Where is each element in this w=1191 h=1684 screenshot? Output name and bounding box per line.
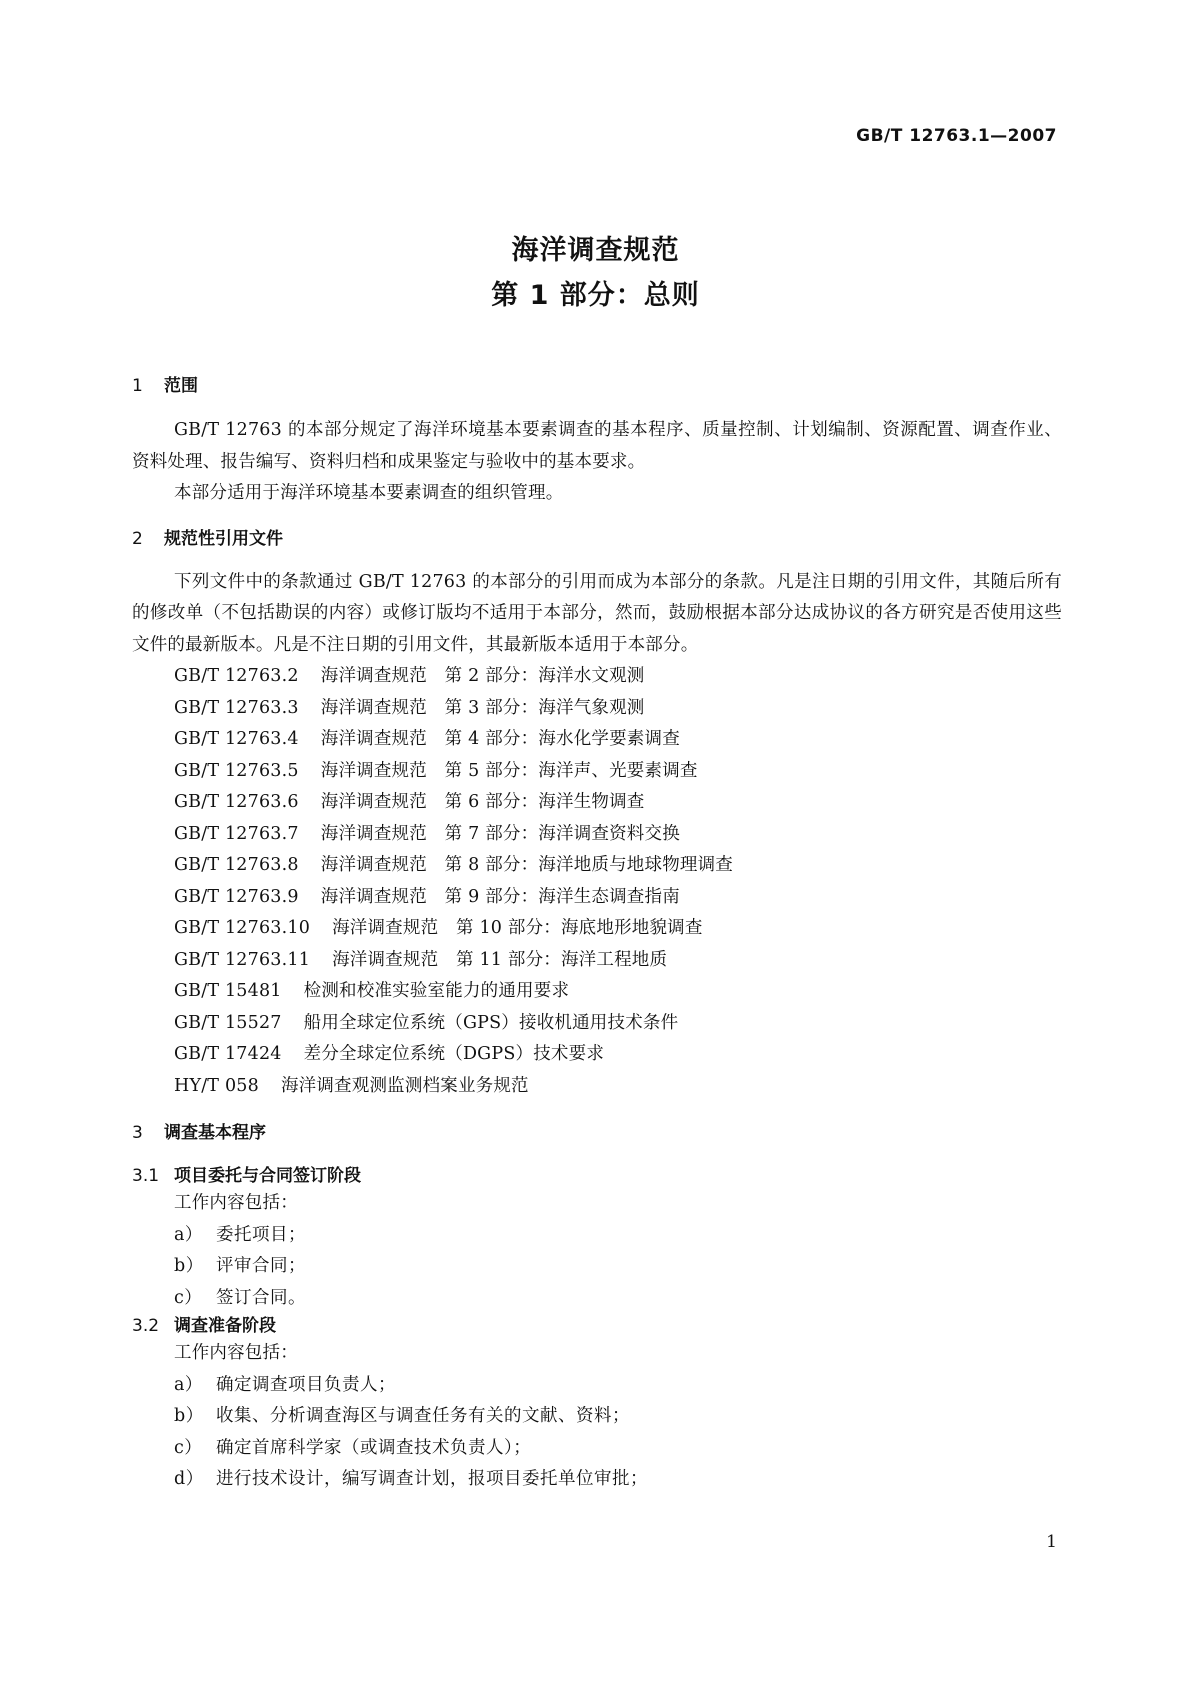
reference-title: 海洋调查规范 第 7 部分：海洋调查资料交换 xyxy=(320,823,680,844)
reference-item xyxy=(174,661,1062,693)
list-item xyxy=(174,1370,1062,1402)
paragraph: 工作内容包括： xyxy=(174,1343,298,1363)
list-item xyxy=(174,1433,1062,1465)
list-item xyxy=(174,1220,1062,1252)
reference-code: GB/T 15527 xyxy=(174,1012,282,1033)
reference-title: 海洋调查规范 第 4 部分：海水化学要素调查 xyxy=(320,729,680,749)
subsection-number: 3.2 xyxy=(132,1316,160,1336)
title-line-1: 海洋调查规范 xyxy=(511,235,680,266)
reference-title: 海洋调查规范 第 2 部分：海洋水文观测 xyxy=(320,666,645,686)
reference-code: GB/T 12763.4 xyxy=(174,729,299,749)
reference-title: 海洋调查规范 第 11 部分：海洋工程地质 xyxy=(332,949,668,970)
reference-code: GB/T 12763.10 xyxy=(174,918,311,938)
reference-code: GB/T 12763.2 xyxy=(174,666,299,686)
reference-title: 海洋调查观测监测档案业务规范 xyxy=(280,1075,529,1096)
list-text: 进行技术设计，编写调查计划，报项目委托单位审批； xyxy=(216,1469,648,1489)
reference-code: GB/T 12763.9 xyxy=(174,886,299,907)
reference-item xyxy=(174,850,1062,882)
list-text: 评审合同； xyxy=(216,1256,306,1276)
reference-item xyxy=(174,976,1062,1008)
subsection-title: 项目委托与合同签订阶段 xyxy=(174,1166,361,1186)
paragraph: 工作内容包括： xyxy=(174,1193,298,1213)
reference-code: HY/T 058 xyxy=(174,1075,259,1096)
list-item xyxy=(174,1283,1062,1315)
list-item xyxy=(174,1251,1062,1283)
document-id: GB/T 12763.1—2007 xyxy=(856,126,1057,146)
paragraph: 下列文件中的条款通过 GB/T 12763 的本部分的引用而成为本部分的条款。凡是注日期的引用文件，其随后所有的修改单（不包括勘误的内容）或修订版均不适用于本部分，然而，鼓励根据本部分达成协议的各方研究是否使用这些文件的最新版本。凡是不注日期的引用文件，其最新版本适用于本部分。 xyxy=(132,571,1062,655)
list-text: 委托项目； xyxy=(216,1224,306,1245)
section-heading-normative-references xyxy=(132,528,1062,550)
list-marker: b） xyxy=(174,1256,204,1276)
reference-item xyxy=(174,756,1062,788)
reference-item xyxy=(174,1071,1062,1103)
reference-item xyxy=(174,693,1062,725)
reference-title: 海洋调查规范 第 10 部分：海底地形地貌调查 xyxy=(332,918,703,938)
section-title: 规范性引用文件 xyxy=(164,528,283,549)
list-text: 签订合同。 xyxy=(216,1287,306,1308)
reference-title: 差分全球定位系统（DGPS）技术要求 xyxy=(303,1044,605,1064)
paragraph: 本部分适用于海洋环境基本要素调查的组织管理。 xyxy=(174,483,564,503)
subsection-heading-3-2 xyxy=(132,1314,1062,1338)
section-heading-scope xyxy=(132,375,1062,397)
list-marker: c） xyxy=(174,1437,203,1458)
list-item xyxy=(174,1401,1062,1433)
reference-item xyxy=(174,882,1062,914)
reference-code: GB/T 12763.5 xyxy=(174,760,299,781)
list-marker: a） xyxy=(174,1374,203,1395)
section-title: 调查基本程序 xyxy=(164,1123,266,1143)
section-heading-basic-procedure xyxy=(132,1122,1062,1144)
list-text: 确定调查项目负责人； xyxy=(216,1374,396,1395)
document-body xyxy=(132,375,1062,1496)
reference-item xyxy=(174,724,1062,756)
section-title: 范围 xyxy=(164,376,198,396)
reference-code: GB/T 12763.3 xyxy=(174,697,299,718)
paragraph: GB/T 12763 的本部分规定了海洋环境基本要素调查的基本程序、质量控制、计划编制、资源配置、调查作业、资料处理、报告编写、资料归档和成果鉴定与验收中的基本要求。 xyxy=(132,420,1062,472)
reference-title: 检测和校准实验室能力的通用要求 xyxy=(303,981,570,1001)
section-number: 3 xyxy=(132,1123,143,1143)
reference-item xyxy=(174,1039,1062,1071)
list-marker: b） xyxy=(174,1406,204,1426)
subsection-number: 3.1 xyxy=(132,1166,160,1186)
reference-code: GB/T 17424 xyxy=(174,1044,282,1064)
list-marker: d） xyxy=(174,1469,204,1489)
reference-item xyxy=(174,913,1062,945)
document-title xyxy=(0,228,1191,318)
reference-item xyxy=(174,787,1062,819)
reference-list xyxy=(132,661,1062,1102)
reference-title: 海洋调查规范 第 6 部分：海洋生物调查 xyxy=(320,792,645,812)
page-number: 1 xyxy=(1046,1532,1057,1552)
subsection-title: 调查准备阶段 xyxy=(174,1316,276,1336)
reference-title: 海洋调查规范 第 5 部分：海洋声、光要素调查 xyxy=(320,760,698,781)
reference-code: GB/T 12763.7 xyxy=(174,823,299,844)
reference-item xyxy=(174,819,1062,851)
list-text: 收集、分析调查海区与调查任务有关的文献、资料； xyxy=(216,1406,630,1426)
reference-code: GB/T 12763.11 xyxy=(174,949,311,970)
subsection-heading-3-1 xyxy=(132,1164,1062,1188)
reference-code: GB/T 12763.6 xyxy=(174,792,299,812)
reference-title: 海洋调查规范 第 3 部分：海洋气象观测 xyxy=(320,697,645,718)
reference-item xyxy=(174,1008,1062,1040)
reference-title: 船用全球定位系统（GPS）接收机通用技术条件 xyxy=(303,1012,679,1033)
title-line-2: 第 1 部分：总则 xyxy=(491,280,700,311)
section-number: 1 xyxy=(132,376,143,396)
list-marker: a） xyxy=(174,1224,203,1245)
list-item xyxy=(174,1464,1062,1496)
reference-code: GB/T 12763.8 xyxy=(174,855,299,875)
reference-item xyxy=(174,945,1062,977)
list-text: 确定首席科学家（或调查技术负责人）； xyxy=(216,1437,532,1458)
reference-title: 海洋调查规范 第 8 部分：海洋地质与地球物理调查 xyxy=(320,855,734,875)
section-number: 2 xyxy=(132,528,143,549)
reference-title: 海洋调查规范 第 9 部分：海洋生态调查指南 xyxy=(320,886,680,907)
list-marker: c） xyxy=(174,1287,203,1308)
reference-code: GB/T 15481 xyxy=(174,981,282,1001)
